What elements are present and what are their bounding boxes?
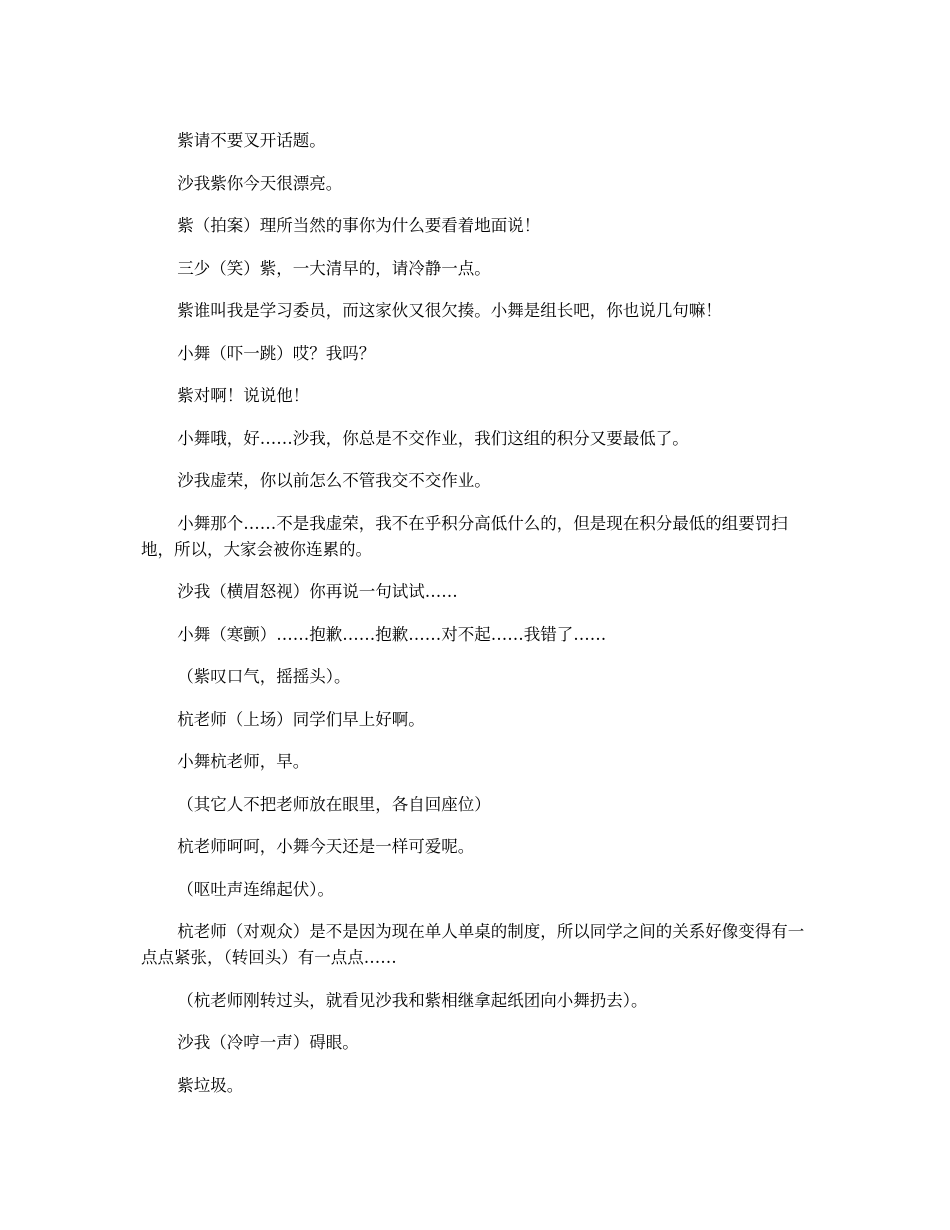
paragraph: 杭老师（上场）同学们早上好啊。 <box>177 709 425 729</box>
paragraph: 沙我虚荣，你以前怎么不管我交不交作业。 <box>177 471 491 490</box>
paragraph: 紫谁叫我是学习委员，而这家伙又很欠揍。小舞是组长吧，你也说几句嘛！ <box>177 301 722 320</box>
document-body <box>141 128 811 1115</box>
paragraph: （其它人不把老师放在眼里，各自回座位） <box>177 794 491 814</box>
paragraph: 杭老师（对观众）是不是因为现在单人单桌的制度，所以同学之间的关系好像变得有一点点紧张，（转回头）有一点点…… <box>141 922 805 967</box>
paragraph: 沙我（冷哼一声）碍眼。 <box>177 1033 359 1052</box>
paragraph: 杭老师呵呵，小舞今天还是一样可爱呢。 <box>177 837 475 856</box>
paragraph: 沙我紫你今天很漂亮。 <box>177 173 343 193</box>
paragraph: 紫垃圾。 <box>177 1075 244 1095</box>
paragraph: 小舞（吓一跳）哎？我吗？ <box>177 343 376 363</box>
paragraph: 小舞那个……不是我虚荣，我不在乎积分高低什么的，但是现在积分最低的组要罚扫地，所以，大家会被你连累的。 <box>141 513 788 559</box>
paragraph: （呕吐声连绵起伏）。 <box>177 879 335 899</box>
paragraph: 紫请不要叉开话题。 <box>177 131 326 150</box>
paragraph: （杭老师刚转过头，就看见沙我和紫相继拿起纸团向小舞扔去）。 <box>177 990 648 1010</box>
paragraph: 三少（笑）紫，一大清早的，请冷静一点。 <box>177 258 491 278</box>
paragraph: 沙我（横眉怒视）你再说一句试试…… <box>177 582 458 601</box>
paragraph: 紫（拍案）理所当然的事你为什么要看着地面说！ <box>177 216 541 235</box>
paragraph: （紫叹口气，摇摇头）。 <box>177 667 351 686</box>
paragraph: 小舞杭老师，早。 <box>177 752 310 771</box>
paragraph: 小舞哦，好……沙我，你总是不交作业，我们这组的积分又要最低了。 <box>177 428 689 448</box>
paragraph: 紫对啊！说说他！ <box>177 386 310 405</box>
paragraph: 小舞（寒颤）……抱歉……抱歉……对不起……我错了…… <box>177 624 607 644</box>
